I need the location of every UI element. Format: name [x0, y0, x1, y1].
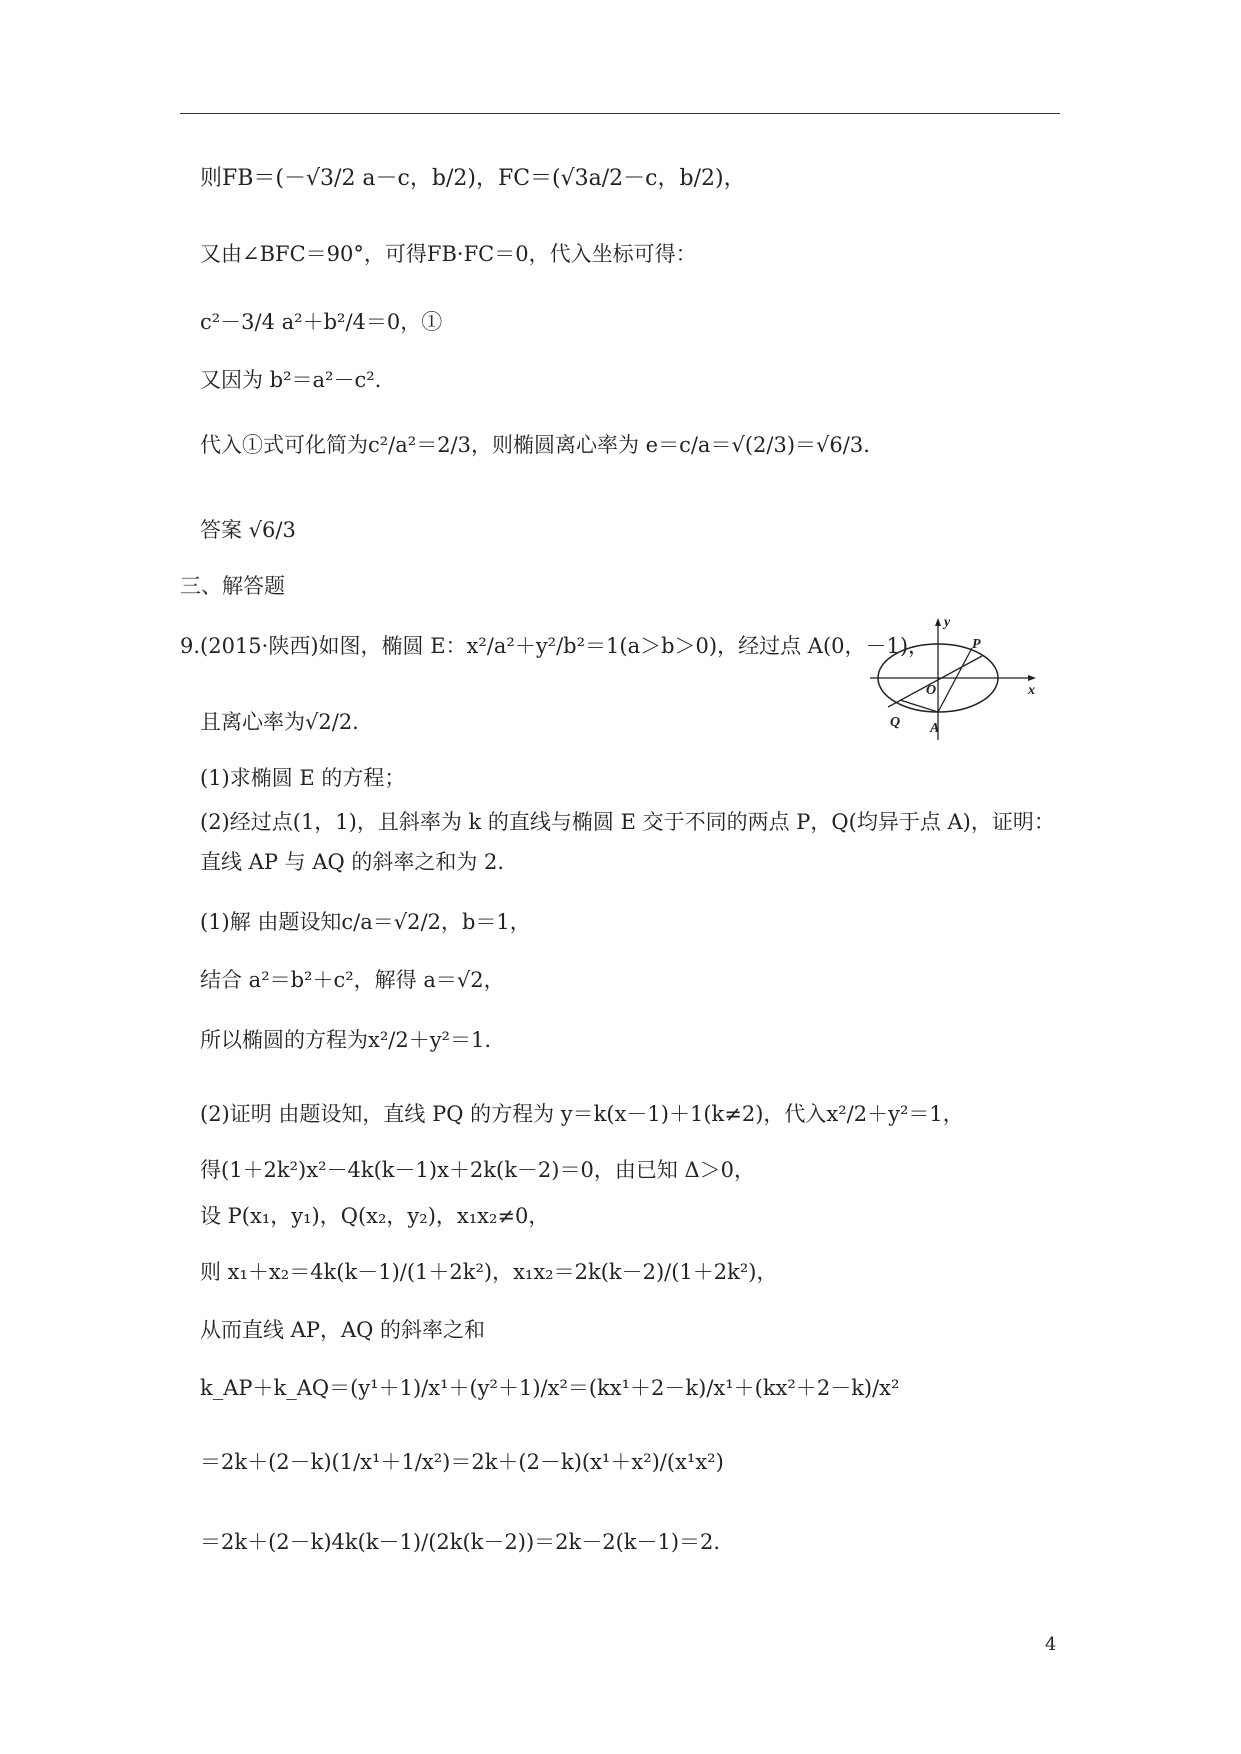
x-axis-arrow — [1028, 675, 1036, 681]
label-q: Q — [890, 715, 901, 730]
problem-9-part-2: (2)经过点(1，1)，且斜率为 k 的直线与椭圆 E 交于不同的两点 P，Q(均异于点 A)，证明： — [200, 810, 1055, 834]
line-3: c²－3/4 a²＋b²/4＝0，① — [200, 310, 443, 334]
solution-2-line-1: (2)证明 由题设知，直线 PQ 的方程为 y＝k(x－1)＋1(k≠2)，代入x²/2＋y²＝1， — [200, 1102, 964, 1126]
solution-2-line-8: ＝2k＋(2－k)4k(k－1)/(2k(k－2))＝2k－2(k－1)＝2. — [200, 1530, 721, 1554]
solution-2-line-2: 得(1＋2k²)x²－4k(k－1)x＋2k(k－2)＝0，由已知 Δ＞0， — [200, 1158, 756, 1182]
solution-2-line-7: ＝2k＋(2－k)(1/x¹＋1/x²)＝2k＋(2－k)(x¹＋x²)/(x¹x²) — [200, 1450, 724, 1474]
y-axis-arrow — [935, 618, 941, 626]
line-5: 代入①式可化简为c²/a²＝2/3，则椭圆离心率为 e＝c/a＝√(2/3)＝√6/3. — [200, 433, 870, 457]
solution-2-line-6: k_AP＋k_AQ＝(y¹＋1)/x¹＋(y²＋1)/x²＝(kx¹＋2－k)/x¹＋(kx²＋2－k)/x² — [200, 1376, 900, 1400]
solution-1-line-3: 所以椭圆的方程为x²/2＋y²＝1. — [200, 1028, 492, 1052]
line-1: 则FB＝(－√3/2 a－c，b/2)，FC＝(√3a/2－c，b/2)， — [200, 166, 746, 191]
label-a: A — [930, 721, 940, 736]
problem-9-line-1: 9.(2015·陕西)如图，椭圆 E：x²/a²＋y²/b²＝1(a＞b＞0)，经过点 A(0，－1)， — [180, 634, 930, 658]
solution-2-line-3: 设 P(x₁，y₁)，Q(x₂，y₂)，x₁x₂≠0， — [200, 1204, 550, 1228]
problem-9-part-1: (1)求椭圆 E 的方程； — [200, 766, 406, 790]
line-2: 又由∠BFC＝90°，可得FB·FC＝0，代入坐标可得： — [200, 242, 697, 266]
page-number: 4 — [1045, 1634, 1057, 1655]
solution-2-line-5: 从而直线 AP，AQ 的斜率之和 — [200, 1318, 486, 1342]
header-rule — [180, 113, 1060, 114]
label-x: x — [1028, 683, 1035, 698]
line-4: 又因为 b²＝a²－c². — [200, 368, 382, 392]
problem-9-part-2-cont: 直线 AP 与 AQ 的斜率之和为 2. — [200, 850, 505, 874]
solution-1-line-2: 结合 a²＝b²＋c²，解得 a＝√2， — [200, 968, 505, 992]
line-ap — [938, 648, 972, 712]
solution-1-line-1: (1)解 由题设知c/a＝√2/2，b＝1， — [200, 910, 531, 934]
problem-9-line-2: 且离心率为√2/2. — [200, 710, 359, 734]
answer-line: 答案 √6/3 — [200, 518, 296, 542]
section-heading: 三、解答题 — [180, 574, 285, 598]
solution-2-line-4: 则 x₁＋x₂＝4k(k－1)/(1＋2k²)，x₁x₂＝2k(k－2)/(1＋2k²)， — [200, 1260, 778, 1284]
line-pq — [888, 656, 982, 707]
ellipse-figure — [860, 612, 1040, 742]
label-o: O — [926, 683, 937, 698]
label-p: P — [972, 637, 981, 652]
label-y: y — [944, 615, 951, 630]
